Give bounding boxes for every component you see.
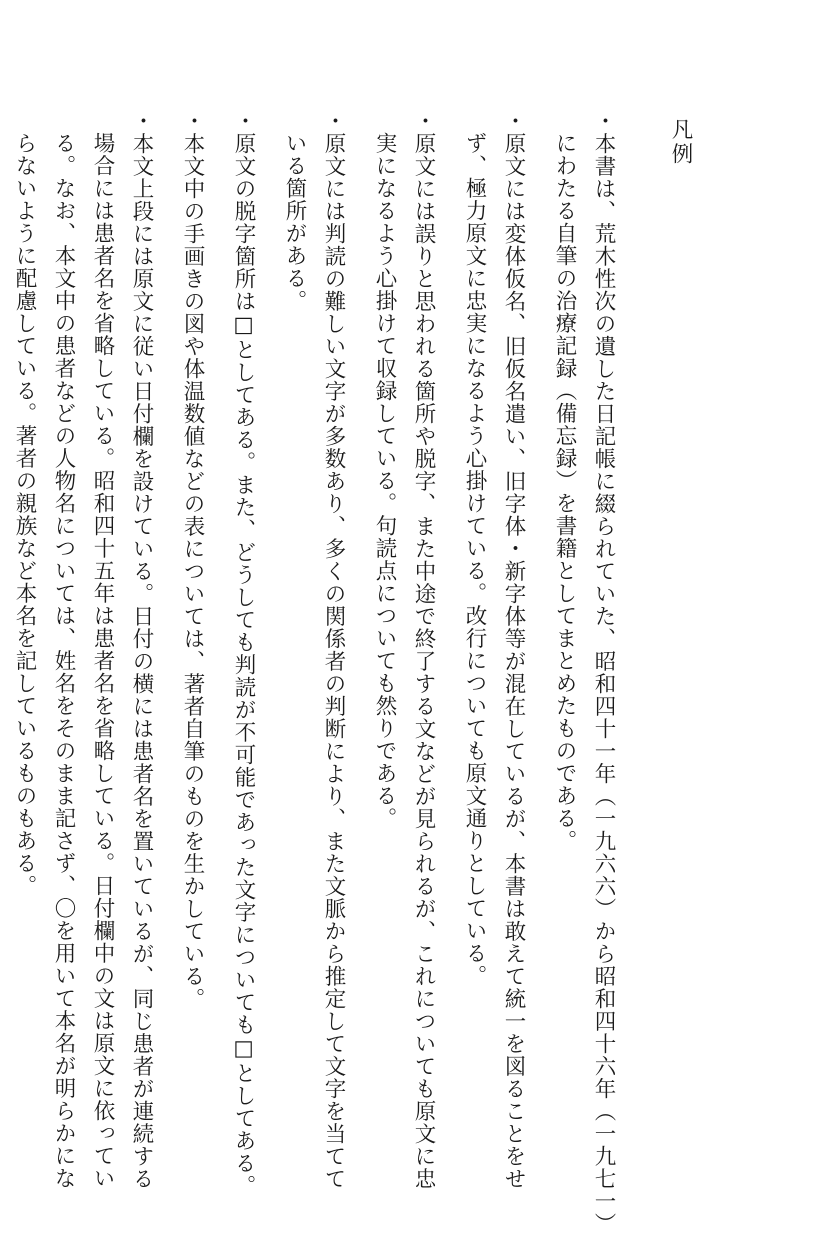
text-line: ・本文中の手画きの図や体温数値などの表については、著者自筆のものを生かしている。	[180, 110, 205, 1010]
bullet-mark: ・	[321, 110, 346, 133]
list-item	[455, 110, 533, 1190]
text-line: ・本書は、荒木性次の遺した日記帳に綴られていた、昭和四十一年（一九六六）から昭和四十六年（一九七一）	[591, 110, 616, 1235]
bullet-mark: ・	[129, 110, 154, 133]
bullet-mark: ・	[591, 110, 616, 133]
text-line: 場合には患者名を省略している。昭和四十五年は患者名を省略している。日付欄中の文は原文に依ってい	[90, 131, 115, 1189]
list-item	[224, 110, 263, 1197]
text-line: ず、極力原文に忠実になるよう心掛けている。改行についても原文通りとしている。	[462, 131, 487, 987]
page-heading: 凡例	[668, 118, 693, 167]
text-line: いる箇所がある。	[282, 131, 307, 312]
text-line: ・原文の脱字箇所は□としてある。また、どうしても判読が不可能であった文字についても□としてある。	[231, 110, 256, 1197]
text-line: にわたる自筆の治療記録（備忘録）を書籍としてまとめたものである。	[552, 131, 577, 852]
bullet-mark: ・	[501, 110, 526, 133]
text-line: る。なお、本文中の患者などの人物名については、姓名をそのまま記さず、〇を用いて本名が明らかにな	[51, 131, 76, 1189]
list-item	[173, 110, 212, 1110]
bullet-mark: ・	[231, 110, 256, 133]
list-item	[275, 110, 353, 1190]
list-item	[365, 110, 443, 1190]
text-line: ・原文には誤りと思われる箇所や脱字、また中途で終了する文などが見られるが、これについても原文に忠	[411, 110, 436, 1190]
bullet-mark: ・	[180, 110, 205, 133]
text-line: 実になるよう心掛けて収録している。句読点についても然りである。	[372, 131, 397, 829]
list-item	[5, 110, 161, 1190]
text-line: ・原文には変体仮名、旧仮名遣い、旧字体・新字体等が混在しているが、本書は敢えて統一を図ることをせ	[501, 110, 526, 1190]
vertical-text-block	[0, 110, 700, 1235]
list-item	[545, 110, 623, 1235]
text-line: らないように配慮している。著者の親族など本名を記しているものもある。	[12, 131, 37, 897]
bullet-mark: ・	[411, 110, 436, 133]
text-line: ・本文上段には原文に従い日付欄を設けている。日付の横には患者名を置いているが、同じ患者が連続する	[129, 110, 154, 1190]
text-line: ・原文には判読の難しい文字が多数あり、多くの関係者の判断により、また文脈から推定して文字を当てて	[321, 110, 346, 1190]
